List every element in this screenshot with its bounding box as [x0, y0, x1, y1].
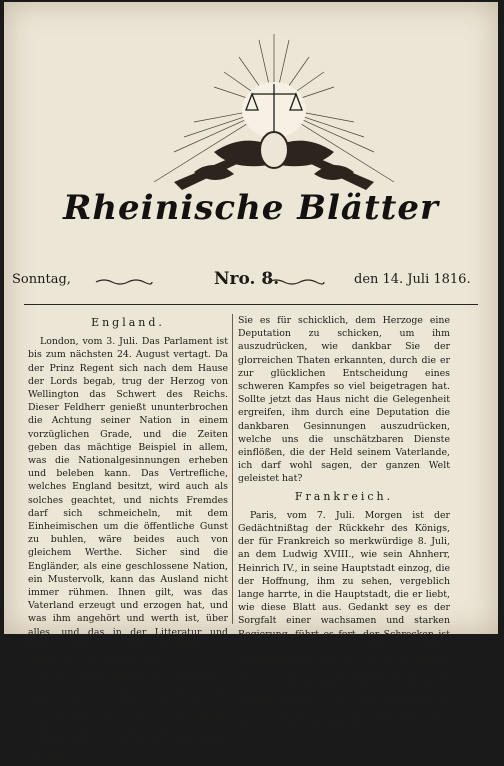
- article-paragraph: Paris, vom 7. Juli. Morgen ist der Gedächtnißtag der Rückkehr des Königs, der für Frankreich so merkwürdige 8. Juli, an dem Ludwig XVIII., wie sein Ahnherr, Heinrich IV., in seine Hauptstadt einzog, die der Hoffnung, ihm zu sehen, vergeblich lange harrte, in die Hauptstadt, die er liebt, wie diese Blatt aus. Gedankt sey es der Sorgfalt einer wachsamen und starken Regierung, führt es fort, der Schrecken ist nun in die strafbaren Gemüther zurückgekehrt, und der friedliche Bürger kann sich mit voller Sicherheit dem Ergusse seiner Gefühle überlassen. Die Rückkehr Ludwigs XVIII. ist ein wahres Familienfest. Mit ihm kehrten der Friede und alle Güter, die ihn begleiten, in diese: [238, 509, 450, 733]
- newspaper-page: [4, 2, 498, 761]
- right-column: [238, 314, 450, 737]
- article-paragraph: London, vom 3. Juli. Das Parlament ist bis zum nächsten 24. August vertagt. Da der Prinz Regent sich nach dem Hause der Lords begab, trug der Herzog von Wellington das Schwert des Reichs. Dieser Feldherr genießt ununterbrochen die Achtung seiner Nation in einem vorzüglichen Grade, und die Zeiten geben das mächtige Beispiel in allem, was die Nationalgesinnungen erheben und beleben kann. Das Vertrefliche, welches England besitzt, wird auch als solches geachtet, und nichts Fremdes darf sich schmeicheln, mit dem Einheimischen um die öffentliche Gunst zu buhlen, wäre beides auch von gleichem Werthe. Sicher sind die Engländer, als eine geschlossene Nation, ein Mustervolk, kann das Ausland nicht immer rühmen. Ihnen gilt, was das Vaterland erzeugt und erzogen hat, und was ihm angehört und werth ist, über alles, und das in der Litteratur und Kunst, wie in allen Zweigen des öffentlichen und Privatlebens.: [28, 336, 228, 665]
- issue-number-prefix: Nro.: [214, 269, 256, 289]
- column-divider: [232, 314, 233, 624]
- masthead-vignette-illustration: [154, 32, 394, 202]
- ornament-swirl-icon: [94, 278, 154, 286]
- section-heading-frankreich: Frankreich.: [294, 489, 394, 503]
- header-rule: [24, 304, 478, 305]
- issue-line: [4, 269, 498, 294]
- ornament-swirl-icon: [266, 278, 326, 286]
- issue-date: den 14. Juli 1816.: [354, 272, 471, 287]
- section-heading-england: England.: [91, 316, 165, 329]
- left-column: [28, 314, 228, 766]
- article-paragraph: Sie es für schicklich, dem Herzoge eine Deputation zu schicken, um ihm auszudrücken, wie dankbar Sie der glorreichen Thaten erkannten, durch die er zur glücklichen Entscheidung eines schweren Kampfes so viel beigetragen hat. Sollte jetzt das Haus nicht die Gelegenheit ergreifen, ihm durch eine Deputation die dankbaren Gesinnungen auszudrücken, welche uns die unschätzbaren Dienste einflößen, die der Held seinem Vaterlande, ich darf wohl sagen, der ganzen Welt geleistet hat?: [238, 315, 450, 485]
- issue-day: Sonntag,: [12, 272, 71, 287]
- issue-number-value: 8.: [261, 269, 280, 289]
- article-paragraph: In der letzten Sitzung des Parlaments, am uten, erhob sich Lord Castlereagh im Hause der Gemeinen, um auf die Zurückkunft des Lords Wellington aufmerksam zu machen. Am Ende des vorigen Krieges, sagte der edle Lord, theilten: [28, 670, 228, 761]
- masthead-title: Rheinische Blätter: [63, 188, 439, 228]
